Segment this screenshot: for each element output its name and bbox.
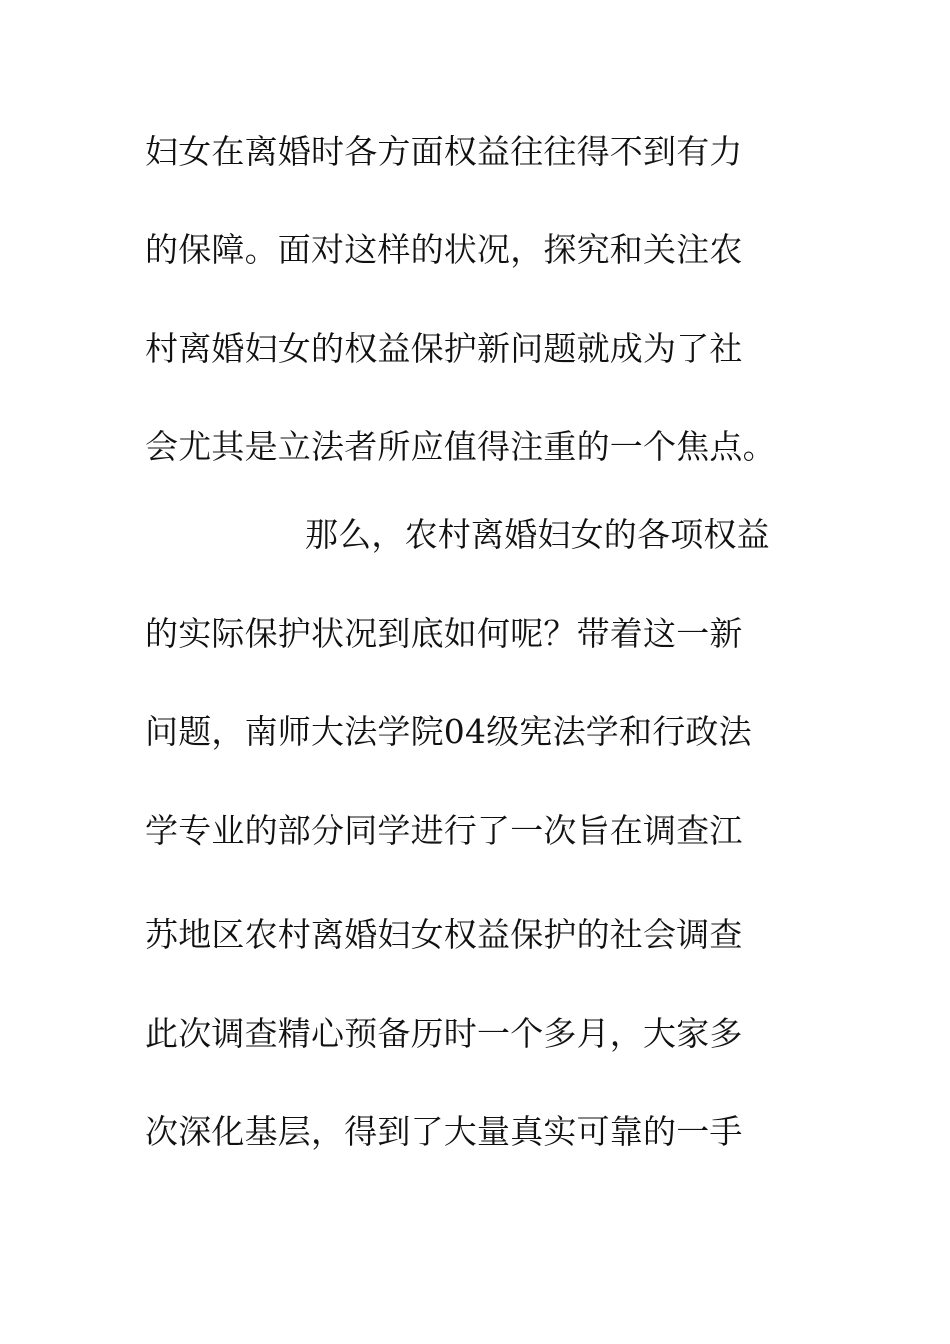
text-line: 学专业的部分同学进行了一次旨在调查江 [145,811,743,850]
text-line: 妇女在离婚时各方面权益往往得不到有力 [145,132,743,171]
text-line: 的保障。面对这样的状况，探究和关注农 [145,230,743,269]
text-line: 的实际保护状况到底如何呢？带着这一新 [145,614,743,653]
text-line: 苏地区农村离婚妇女权益保护的社会调查 [145,915,743,954]
text-line: 次深化基层，得到了大量真实可靠的一手 [145,1112,743,1151]
text-line: 此次调查精心预备历时一个多月，大家多 [145,1014,743,1053]
text-line: 会尤其是立法者所应值得注重的一个焦点。 [145,427,776,466]
paragraph-start-line: 那么，农村离婚妇女的各项权益 [305,515,770,554]
text-line: 村离婚妇女的权益保护新问题就成为了社 [145,329,743,368]
text-line: 问题，南师大法学院04级宪法学和行政法 [145,712,752,751]
